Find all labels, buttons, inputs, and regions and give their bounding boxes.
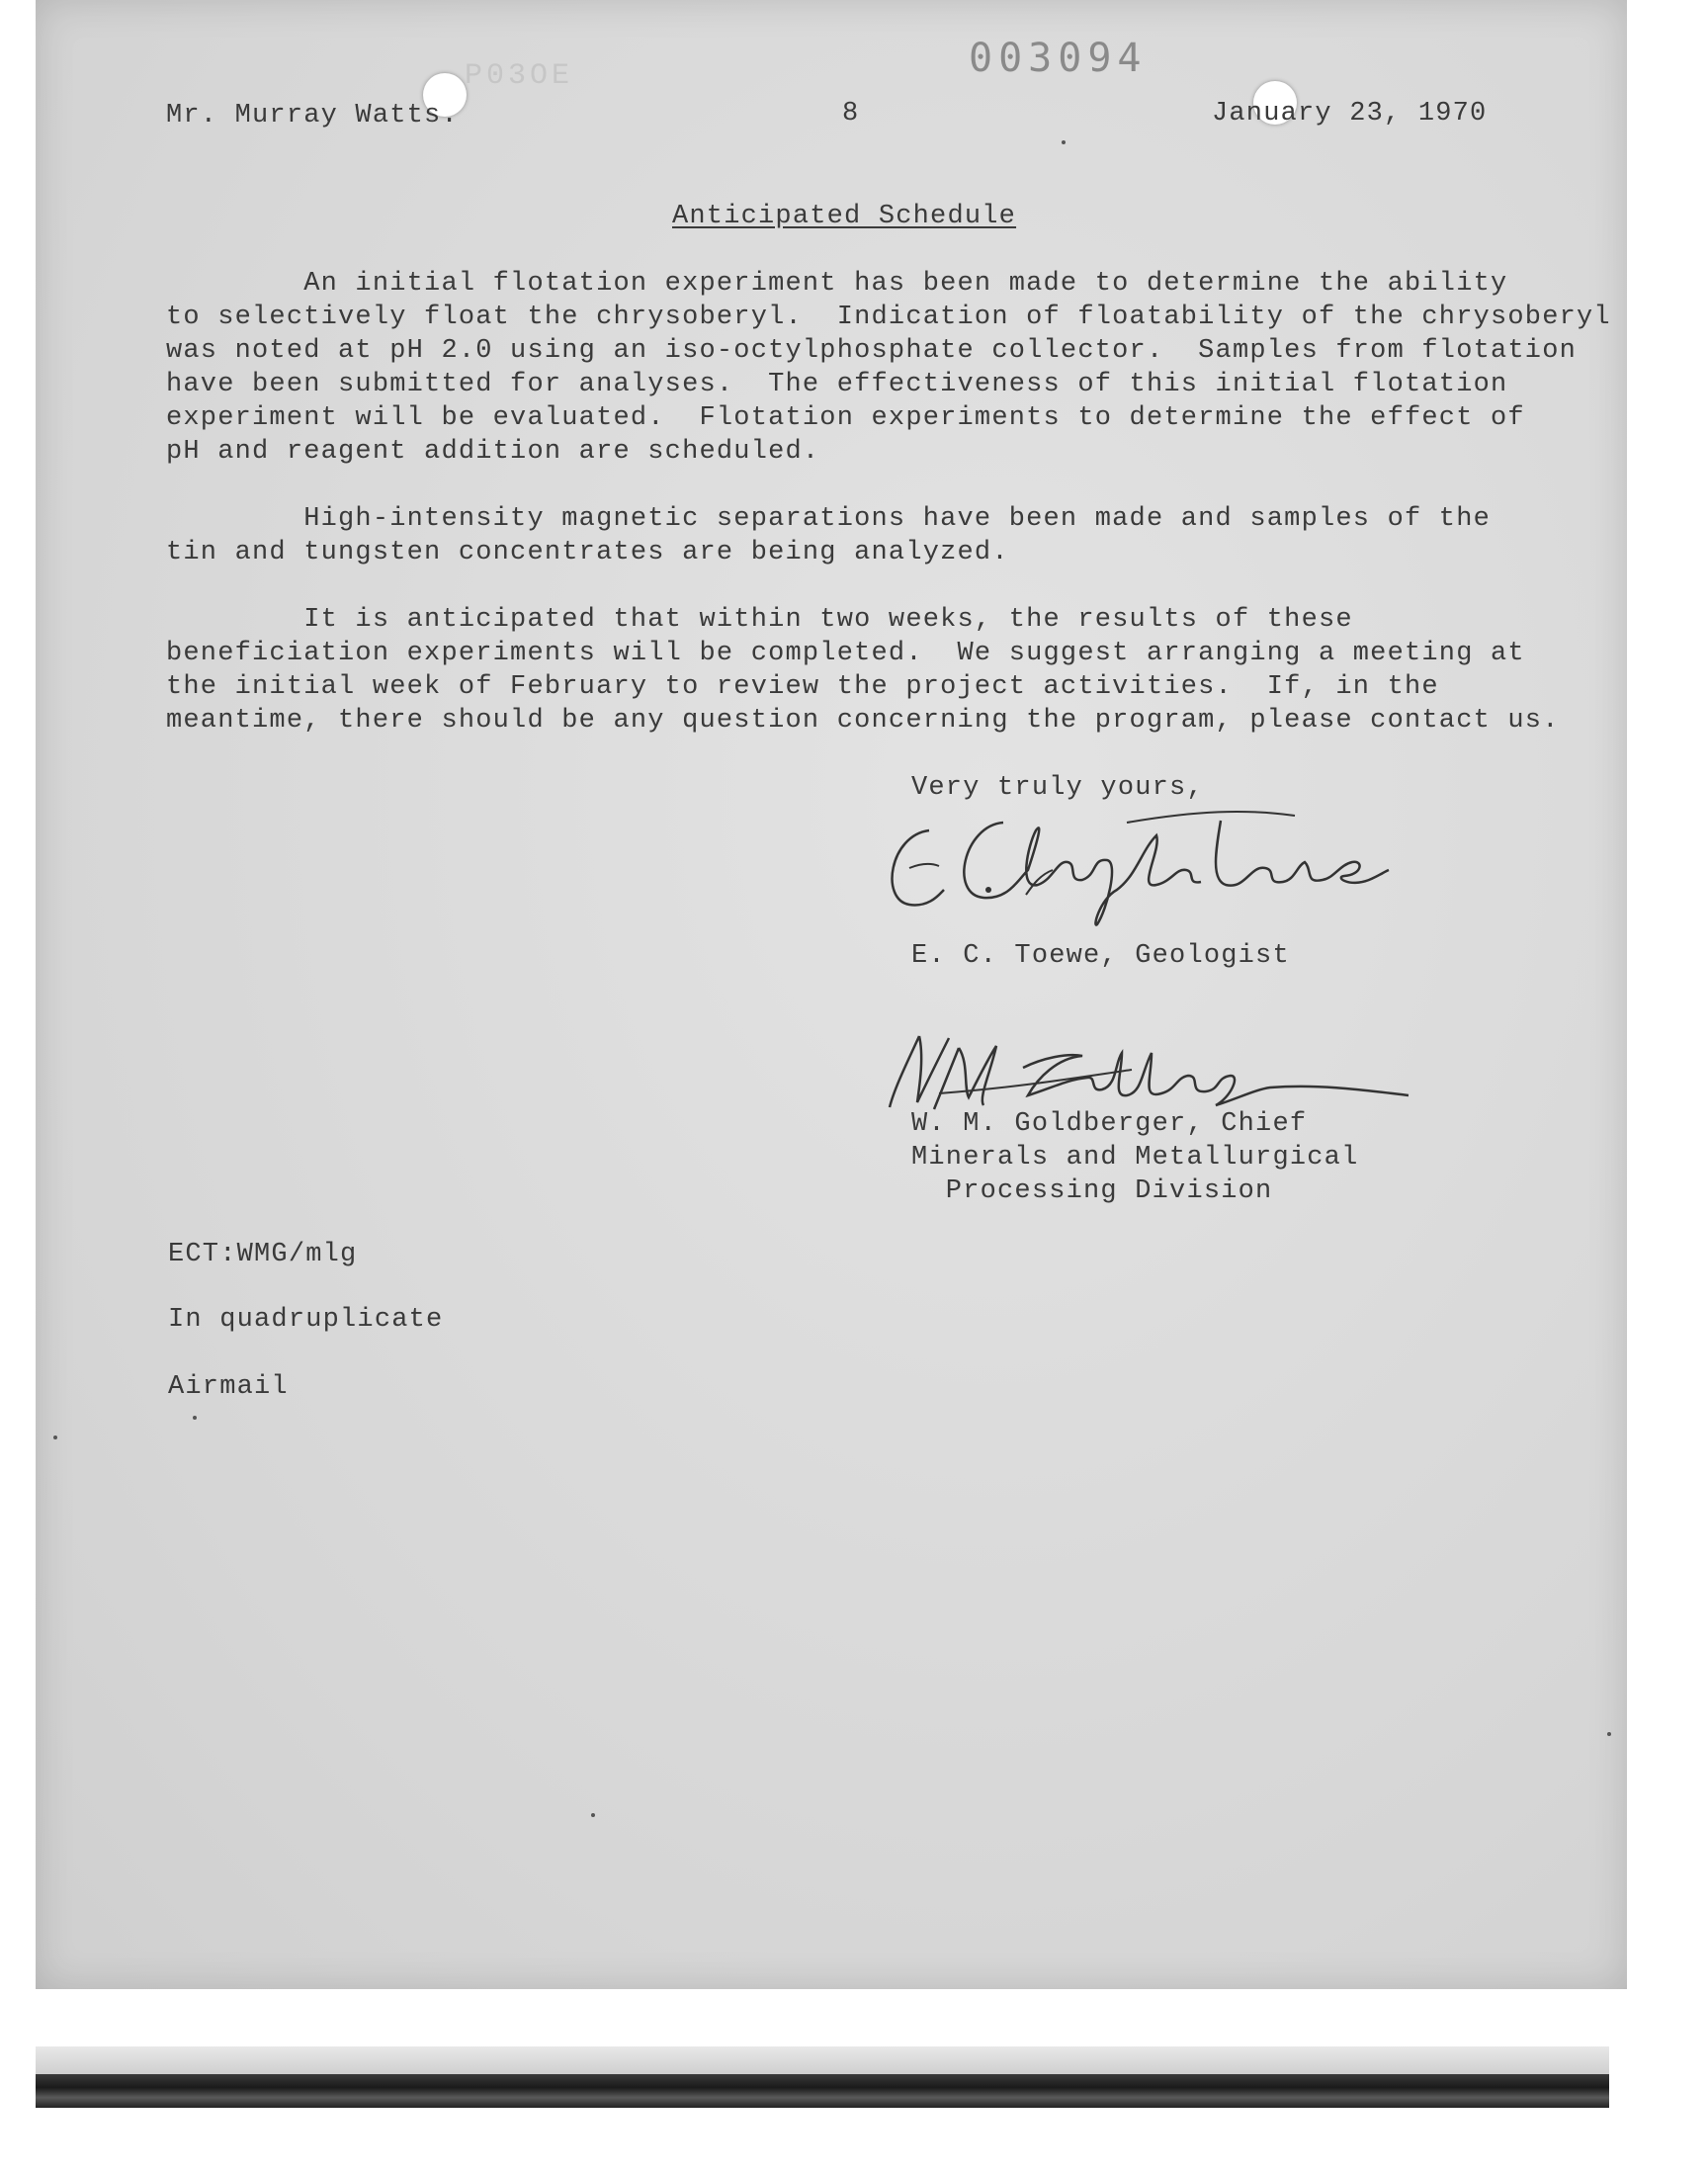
paragraph-line: was noted at pH 2.0 using an iso-octylphosphate collector. Samples from flotation xyxy=(166,336,1578,366)
section-heading: Anticipated Schedule xyxy=(672,202,1017,231)
paragraph-line: pH and reagent addition are scheduled. xyxy=(166,437,820,467)
signature-goldberger xyxy=(880,1018,1413,1117)
paragraph-line: experiment will be evaluated. Flotation experiments to determine the effect of xyxy=(166,403,1525,433)
signature-toewe xyxy=(870,801,1404,939)
document-number-stamp: 003094 xyxy=(969,36,1148,81)
paragraph-line: the initial week of February to review the project activities. If, in the xyxy=(166,672,1439,702)
scan-speck xyxy=(591,1813,595,1817)
paragraph-line: High-intensity magnetic separations have been made and samples of the xyxy=(166,504,1492,534)
delivery-note: Airmail xyxy=(168,1372,289,1402)
scan-speck xyxy=(193,1416,197,1420)
paragraph-line: to selectively float the chrysoberyl. Indication of floatability of the chrysoberyl xyxy=(166,303,1611,332)
signer-toewe-name: E. C. Toewe, Geologist xyxy=(911,941,1290,971)
closing-salutation: Very truly yours, xyxy=(911,773,1204,803)
paragraph-line: tin and tungsten concentrates are being analyzed. xyxy=(166,538,1009,567)
scan-edge-dark xyxy=(36,2074,1609,2108)
paragraph-line: have been submitted for analyses. The effectiveness of this initial flotation xyxy=(166,370,1508,399)
ghost-stamp: P03OE xyxy=(465,59,574,93)
signer-goldberger-title: Minerals and Metallurgical xyxy=(911,1143,1359,1173)
scan-speck xyxy=(53,1436,57,1439)
signer-goldberger-division: Processing Division xyxy=(911,1176,1273,1206)
paragraph-magnetic xyxy=(166,502,1599,569)
paragraph-flotation xyxy=(166,267,1611,469)
paragraph-line: An initial flotation experiment has been made to determine the ability xyxy=(166,269,1508,299)
scan-speck xyxy=(1607,1732,1611,1736)
paragraph-line: beneficiation experiments will be completed. We suggest arranging a meeting at xyxy=(166,639,1525,668)
paragraph-line: It is anticipated that within two weeks, the results of these xyxy=(166,605,1353,635)
paragraph-line: meantime, there should be any question concerning the program, please contact us. xyxy=(166,706,1560,736)
signer-goldberger-name: W. M. Goldberger, Chief xyxy=(911,1109,1308,1139)
copies-note: In quadruplicate xyxy=(168,1305,444,1335)
recipient-name: Mr. Murray Watts. xyxy=(166,101,459,130)
page-number: 8 xyxy=(842,99,860,129)
letter-date: January 23, 1970 xyxy=(1212,99,1488,129)
reference-initials: ECT:WMG/mlg xyxy=(168,1240,358,1269)
scan-edge-light xyxy=(36,2046,1609,2074)
paragraph-schedule xyxy=(166,603,1599,738)
scan-speck xyxy=(1062,140,1066,144)
